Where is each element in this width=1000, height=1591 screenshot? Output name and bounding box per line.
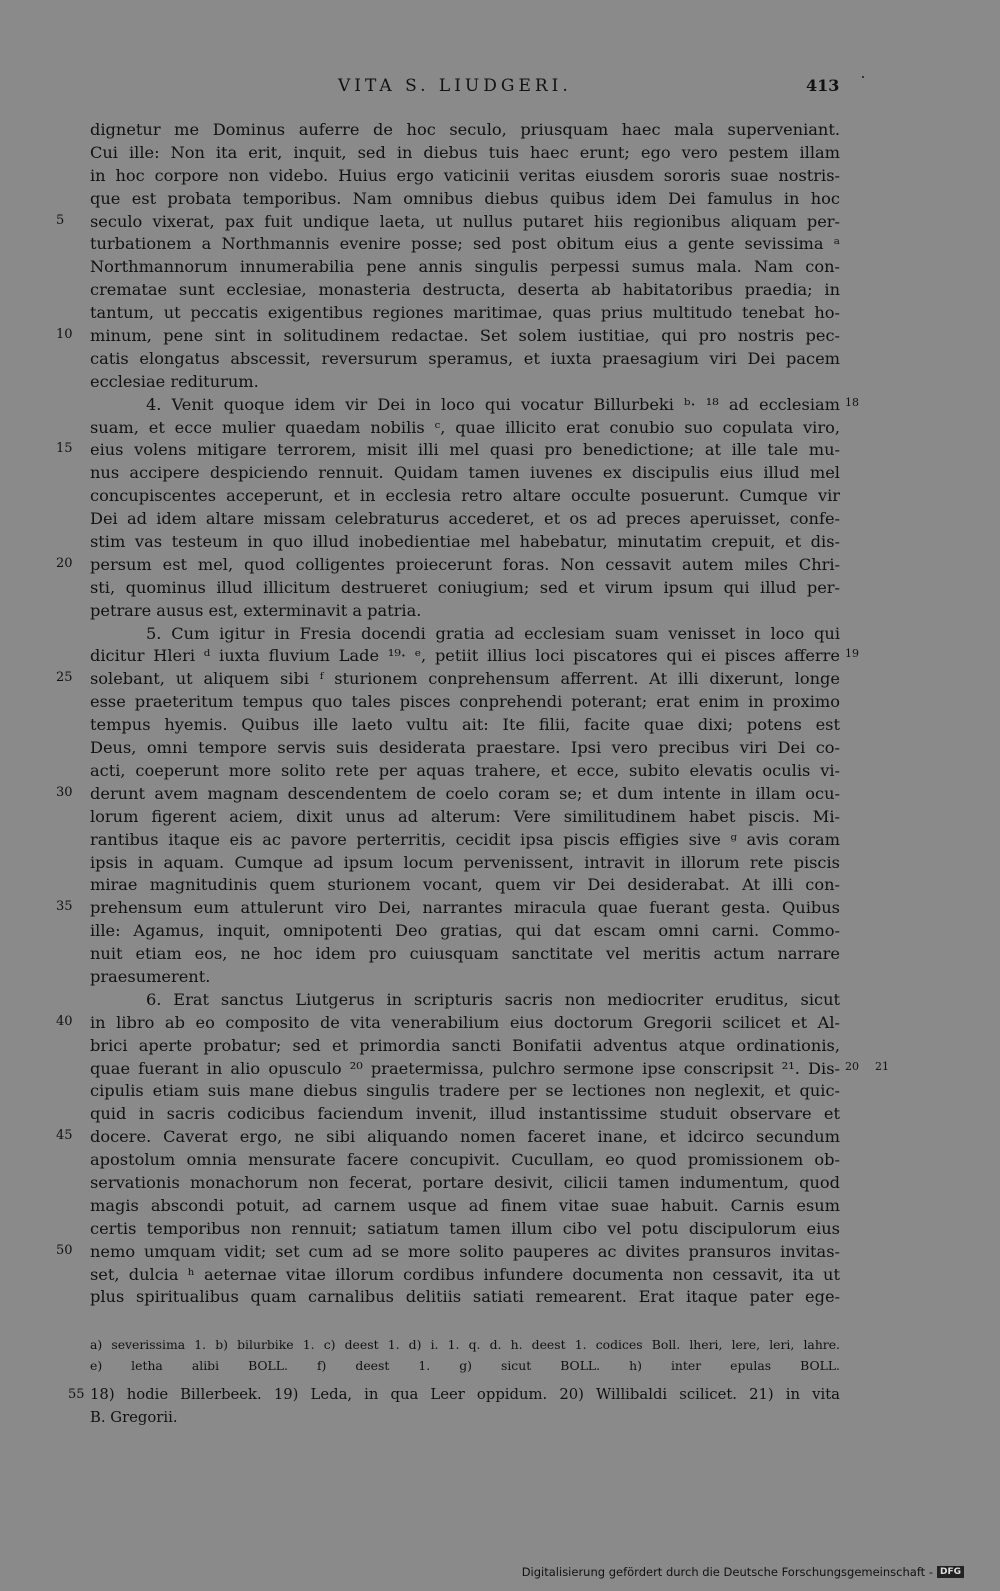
line-text: turbationem a Northmannis evenire posse; sed post obitum eius a gente sevissima ᵃ bbox=[90, 234, 840, 254]
text-line bbox=[0, 1264, 1000, 1287]
line-text: eius volens mitigare terrorem, misit illi mel quasi pro benedictione; at ille tale mu- bbox=[90, 440, 840, 460]
explanatory-notes bbox=[0, 1386, 1000, 1432]
page-header bbox=[0, 76, 1000, 102]
line-text: ipsis in aquam. Cumque ad ipsum locum pervenissent, intravit in illorum rete piscis bbox=[90, 852, 840, 872]
note-text: 18) hodie Billerbeek. 19) Leda, in qua Leer oppidum. 20) Willibaldi scilicet. 21) in vita bbox=[90, 1386, 840, 1403]
line-text: solebant, ut aliquem sibi ᶠ sturionem conprehensum afferrent. At illi dixerunt, longe bbox=[90, 669, 840, 689]
margin-mark bbox=[862, 76, 864, 78]
text-line bbox=[0, 508, 1000, 531]
line-text: seculo vixerat, pax fuit undique laeta, ut nullus putaret hiis regionibus aliquam per- bbox=[90, 211, 840, 231]
note-line bbox=[0, 1386, 1000, 1409]
text-line bbox=[0, 302, 1000, 325]
margin-note-number: 21 bbox=[875, 1059, 889, 1073]
line-number: 55 bbox=[68, 1387, 85, 1402]
text-line bbox=[0, 188, 1000, 211]
text-line bbox=[0, 417, 1000, 440]
line-text: rantibus itaque eis ac pavore perterritis, cecidit ipsa piscis effigies sive ᵍ avis coram bbox=[90, 829, 840, 849]
line-text: in hoc corpore non videbo. Huius ergo vaticinii veritas eiusdem sororis suae nostris- bbox=[90, 165, 840, 185]
line-text: apostolum omnia mensurate facere concupivit. Cucullam, eo quod promissionem ob- bbox=[90, 1150, 840, 1170]
text-line bbox=[0, 1058, 1000, 1081]
line-text: cipulis etiam suis mane diebus singulis tradere per se lectiones non neglexit, et quic- bbox=[90, 1081, 840, 1101]
text-line bbox=[0, 1195, 1000, 1218]
line-text: Deus, omni tempore servis suis desiderata praestare. Ipsi vero precibus viri Dei co- bbox=[90, 738, 840, 758]
line-text: acti, coeperunt more solito rete per aquas trahere, et ecce, subito elevatis oculis vi- bbox=[90, 760, 840, 780]
text-line bbox=[0, 1218, 1000, 1241]
body-text bbox=[0, 119, 1000, 1309]
text-line bbox=[0, 920, 1000, 943]
text-line bbox=[0, 394, 1000, 417]
text-line bbox=[0, 211, 1000, 234]
line-text: Northmannorum innumerabilia pene annis singulis perpessi sumus mala. Nam con- bbox=[90, 257, 840, 277]
text-line bbox=[0, 1035, 1000, 1058]
text-line bbox=[0, 462, 1000, 485]
line-number: 25 bbox=[56, 670, 73, 686]
text-line bbox=[0, 348, 1000, 371]
text-line bbox=[0, 966, 1000, 989]
line-text: dignetur me Dominus auferre de hoc seculo, priusquam haec mala superveniant. bbox=[90, 120, 840, 139]
line-number: 35 bbox=[56, 899, 73, 915]
line-text: 6. Erat sanctus Liutgerus in scripturis sacris non mediocriter eruditus, sicut bbox=[146, 989, 840, 1009]
text-line bbox=[0, 554, 1000, 577]
line-text: magis abscondi potuit, ad carnem usque ad finem vitae suae habuit. Carnis esum bbox=[90, 1195, 840, 1215]
line-number: 20 bbox=[56, 555, 73, 571]
line-text: nemo umquam vidit; set cum ad se more solito pauperes ac divites pransuros invitas- bbox=[90, 1241, 840, 1261]
text-line bbox=[0, 1080, 1000, 1103]
text-line bbox=[0, 1149, 1000, 1172]
text-line bbox=[0, 531, 1000, 554]
text-line bbox=[0, 989, 1000, 1012]
line-text: stim vas testeum in quo illud inobedientiae mel habebatur, minutatim crepuit, et dis- bbox=[90, 532, 840, 552]
text-line bbox=[0, 714, 1000, 737]
line-text: brici aperte probatur; sed et primordia sancti Bonifatii adventus atque ordinationis, bbox=[90, 1035, 840, 1055]
text-line bbox=[0, 668, 1000, 691]
line-text: set, dulcia ʰ aeternae vitae illorum cordibus infundere documenta non cessavit, ita ut bbox=[90, 1264, 840, 1284]
text-line bbox=[0, 371, 1000, 394]
line-number: 40 bbox=[56, 1013, 73, 1029]
line-number: 45 bbox=[56, 1128, 73, 1144]
dfg-logo: DFG bbox=[937, 1566, 964, 1578]
line-text: praesumerent. bbox=[90, 966, 211, 986]
text-line bbox=[0, 760, 1000, 783]
line-text: nuit etiam eos, ne hoc idem pro cuiusquam sanctitate vel meritis actum narrare bbox=[90, 944, 840, 964]
text-line bbox=[0, 165, 1000, 188]
line-text: sti, quominus illud illicitum destrueret coniugium; sed et virum ipsum qui illud per- bbox=[90, 577, 840, 597]
line-text: prehensum eum attulerunt viro Dei, narrantes miracula quae fuerant gesta. Quibus bbox=[90, 898, 840, 918]
line-text: plus spiritualibus quam carnalibus delitiis satiati remearent. Erat itaque pater ege- bbox=[90, 1287, 840, 1307]
text-line bbox=[0, 485, 1000, 508]
line-text: crematae sunt ecclesiae, monasteria destructa, deserta ab habitatoribus praedia; in bbox=[90, 280, 840, 300]
text-line bbox=[0, 119, 1000, 142]
margin-note-number: 18 bbox=[845, 395, 859, 409]
line-number: 10 bbox=[56, 327, 73, 343]
line-text: catis elongatus abscessit, reversurum speramus, et iuxta praesagium viri Dei pacem bbox=[90, 348, 840, 368]
text-line bbox=[0, 577, 1000, 600]
text-line bbox=[0, 943, 1000, 966]
text-line bbox=[0, 600, 1000, 623]
line-text: servationis monachorum non fecerat, portare desivit, cilicii tamen indumentum, quod bbox=[90, 1172, 840, 1192]
line-text: concupiscentes acceperunt, et in ecclesia retro altare occulte posuerunt. Cumque vir bbox=[90, 486, 840, 506]
footnote-line: a) severissima 1. b) bilurbike 1. c) deest 1. d) i. 1. q. d. h. deest 1. codices Boll. lheri, lere, leri, lahre. bbox=[90, 1337, 840, 1352]
critical-apparatus bbox=[90, 1335, 840, 1377]
line-number: 30 bbox=[56, 784, 73, 800]
text-line bbox=[0, 897, 1000, 920]
margin-note-number: 19 bbox=[845, 647, 859, 661]
line-number: 50 bbox=[56, 1242, 73, 1258]
line-text: persum est mel, quod colligentes proiecerunt foras. Non cessavit autem miles Chri- bbox=[90, 554, 840, 574]
text-line bbox=[0, 439, 1000, 462]
line-text: lorum figerent aciem, dixit unus ad alterum: Vere similitudinem habet piscis. Mi- bbox=[90, 806, 840, 826]
text-line bbox=[0, 829, 1000, 852]
text-line bbox=[0, 783, 1000, 806]
text-line bbox=[0, 1286, 1000, 1309]
line-text: que est probata temporibus. Nam omnibus diebus quibus idem Dei famulus in hoc bbox=[90, 188, 840, 208]
line-text: 5. Cum igitur in Fresia docendi gratia ad ecclesiam suam venisset in loco qui bbox=[146, 623, 840, 643]
line-text: 4. Venit quoque idem vir Dei in loco qui vocatur Billurbeki ᵇ· ¹⁸ ad ecclesiam bbox=[146, 394, 840, 414]
text-line bbox=[0, 874, 1000, 897]
credit-text: Digitalisierung gefördert durch die Deutsche Forschungsgemeinschaft - bbox=[521, 1565, 933, 1579]
text-line bbox=[0, 256, 1000, 279]
text-line bbox=[0, 1012, 1000, 1035]
text-line bbox=[0, 1103, 1000, 1126]
line-text: suam, et ecce mulier quaedam nobilis ᶜ, quae illicito erat conubio suo copulata viro, bbox=[90, 417, 840, 437]
text-line bbox=[0, 645, 1000, 668]
digitization-credit bbox=[522, 1565, 964, 1579]
line-text: Dei ad idem altare missam celebraturus accederet, et os ad preces aperuisset, confe- bbox=[90, 509, 840, 529]
line-text: certis temporibus non rennuit; satiatum tamen illum cibo vel potu discipulorum eius bbox=[90, 1218, 840, 1238]
text-line bbox=[0, 142, 1000, 165]
note-text: B. Gregorii. bbox=[90, 1409, 178, 1426]
line-text: minum, pene sint in solitudinem redactae. Set solem iustitiae, qui pro nostris pec- bbox=[90, 326, 840, 346]
note-line bbox=[0, 1409, 1000, 1432]
text-line bbox=[0, 691, 1000, 714]
text-line bbox=[0, 1126, 1000, 1149]
text-line bbox=[0, 1241, 1000, 1264]
text-line bbox=[0, 737, 1000, 760]
line-text: ille: Agamus, inquit, omnipotenti Deo gratias, qui dat escam omni carni. Commo- bbox=[90, 921, 840, 941]
text-line bbox=[0, 233, 1000, 256]
line-text: Cui ille: Non ita erit, inquit, sed in diebus tuis haec erunt; ego vero pestem illam bbox=[90, 142, 840, 162]
line-text: quid in sacris codicibus faciendum invenit, illud instantissime studuit observare et bbox=[90, 1104, 840, 1124]
line-number: 5 bbox=[56, 212, 65, 228]
line-text: tantum, ut peccatis exigentibus regiones maritimae, quas prius multitudo tenebat ho- bbox=[90, 303, 840, 323]
line-number: 15 bbox=[56, 441, 73, 457]
running-title: VITA S. LIUDGERI. bbox=[338, 76, 572, 96]
line-text: dicitur Hleri ᵈ iuxta fluvium Lade ¹⁹· ᵉ, petiit illius loci piscatores qui ei pisces afferre bbox=[90, 646, 840, 666]
text-line bbox=[0, 1172, 1000, 1195]
page-number: 413 bbox=[806, 76, 840, 95]
line-text: mirae magnitudinis quem sturionem vocant, quem vir Dei desiderabat. At illi con- bbox=[90, 875, 840, 895]
line-text: tempus hyemis. Quibus ille laeto vultu ait: Ite filii, facite quae dixi; potens est bbox=[90, 715, 840, 735]
text-line bbox=[0, 623, 1000, 646]
footnote-line: e) letha alibi BOLL. f) deest 1. g) sicut BOLL. h) inter epulas BOLL. bbox=[90, 1358, 840, 1373]
text-line bbox=[0, 852, 1000, 875]
line-text: in libro ab eo composito de vita venerabilium eius doctorum Gregorii scilicet et Al- bbox=[90, 1012, 840, 1032]
text-line bbox=[0, 806, 1000, 829]
line-text: esse praeteritum tempus quo tales pisces conprehendi poterant; erat enim in proximo bbox=[90, 692, 840, 712]
margin-note-number: 20 bbox=[845, 1059, 859, 1073]
line-text: nus accipere despiciendo rennuit. Quidam tamen iuvenes ex discipulis eius illud mel bbox=[90, 463, 840, 483]
text-line bbox=[0, 279, 1000, 302]
line-text: petrare ausus est, exterminavit a patria. bbox=[90, 600, 422, 620]
line-text: quae fuerant in alio opusculo ²⁰ praetermissa, pulchro sermone ipse conscripsit ²¹. Dis- bbox=[90, 1058, 840, 1078]
line-text: docere. Caverat ergo, ne sibi aliquando nomen faceret inane, et idcirco secundum bbox=[90, 1127, 840, 1147]
text-line bbox=[0, 325, 1000, 348]
line-text: derunt avem magnam descendentem de coelo coram se; et dum intente in illam ocu- bbox=[90, 783, 840, 803]
line-text: ecclesiae rediturum. bbox=[90, 371, 259, 391]
